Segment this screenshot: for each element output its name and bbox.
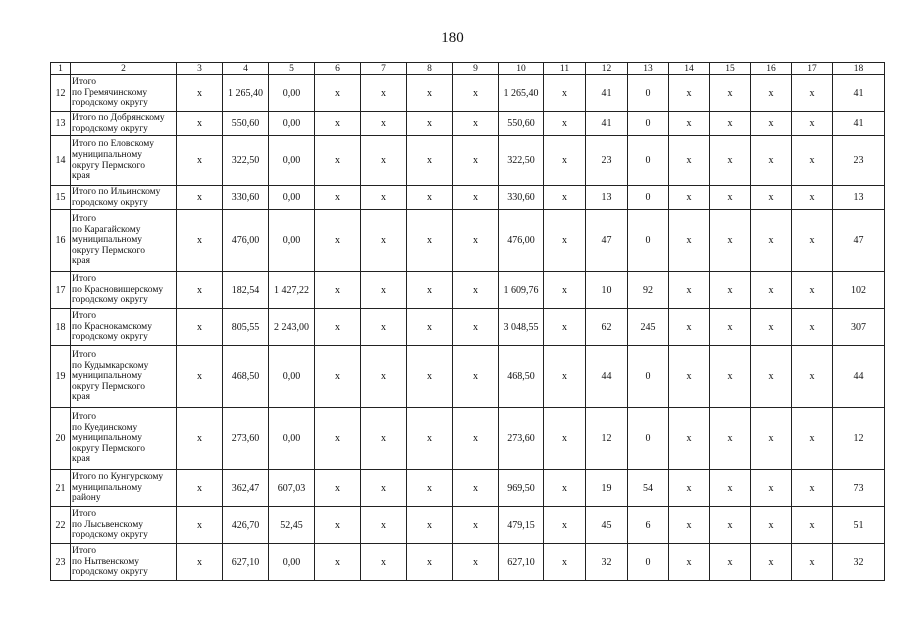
value-cell-col-5: 0,00	[269, 186, 315, 210]
table-row	[51, 470, 885, 507]
value-cell-col-17: х	[792, 210, 833, 272]
value-cell-col-8: х	[407, 544, 453, 581]
value-cell-col-11: х	[544, 507, 586, 544]
district-name-line: округу Пермского	[72, 160, 145, 171]
row-number-cell: 23	[51, 544, 71, 581]
row-number-cell: 17	[51, 272, 71, 309]
value-cell-col-14: х	[669, 75, 710, 112]
value-cell-col-10: 273,60	[499, 408, 544, 470]
value-cell-col-14: х	[669, 470, 710, 507]
value-cell-col-14: х	[669, 544, 710, 581]
value-cell-col-14: х	[669, 112, 710, 136]
value-cell-col-5: 2 243,00	[269, 309, 315, 346]
value-cell-col-14: х	[669, 210, 710, 272]
value-cell-col-5: 52,45	[269, 507, 315, 544]
value-cell-col-14: х	[669, 309, 710, 346]
table-row	[51, 272, 885, 309]
value-cell-col-18: 307	[833, 309, 885, 346]
district-name-line: края	[72, 171, 90, 182]
value-cell-col-16: х	[751, 272, 792, 309]
district-name-cell	[71, 112, 177, 136]
table-row	[51, 408, 885, 470]
value-cell-col-17: х	[792, 544, 833, 581]
value-cell-col-7: х	[361, 136, 407, 186]
value-cell-col-15: х	[710, 272, 751, 309]
column-header: 8	[407, 63, 453, 75]
value-cell-col-13: 0	[628, 544, 669, 581]
page-number: 180	[441, 30, 464, 46]
value-cell-col-8: х	[407, 210, 453, 272]
value-cell-col-5: 0,00	[269, 346, 315, 408]
district-name-line: Итого	[72, 546, 97, 557]
district-name-cell	[71, 136, 177, 186]
district-name-line: по Карагайскому	[72, 224, 141, 235]
value-cell-col-12: 47	[586, 210, 628, 272]
district-name-line: округу Пермского	[72, 381, 145, 392]
district-name-line: округу Пермского	[72, 245, 145, 256]
value-cell-col-10: 627,10	[499, 544, 544, 581]
column-number-row	[51, 63, 885, 75]
value-cell-col-13: 6	[628, 507, 669, 544]
table-row	[51, 75, 885, 112]
district-name-line: городскому округу	[72, 567, 148, 578]
value-cell-col-6: х	[315, 544, 361, 581]
value-cell-col-3: х	[177, 272, 223, 309]
column-header: 17	[792, 63, 833, 75]
value-cell-col-14: х	[669, 186, 710, 210]
value-cell-col-11: х	[544, 470, 586, 507]
district-name-cell	[71, 75, 177, 112]
row-number-cell: 20	[51, 408, 71, 470]
district-name-cell	[71, 346, 177, 408]
table-row	[51, 112, 885, 136]
value-cell-col-13: 0	[628, 210, 669, 272]
value-cell-col-8: х	[407, 346, 453, 408]
district-name-line: Итого	[72, 214, 97, 225]
value-cell-col-18: 13	[833, 186, 885, 210]
value-cell-col-18: 102	[833, 272, 885, 309]
value-cell-col-12: 44	[586, 346, 628, 408]
value-cell-col-6: х	[315, 210, 361, 272]
value-cell-col-7: х	[361, 186, 407, 210]
value-cell-col-18: 23	[833, 136, 885, 186]
district-name-line: району	[72, 493, 101, 504]
district-name-cell	[71, 272, 177, 309]
value-cell-col-7: х	[361, 210, 407, 272]
column-header: 15	[710, 63, 751, 75]
value-cell-col-17: х	[792, 470, 833, 507]
summary-table	[50, 62, 885, 581]
column-header: 12	[586, 63, 628, 75]
value-cell-col-9: х	[453, 309, 499, 346]
value-cell-col-6: х	[315, 186, 361, 210]
value-cell-col-11: х	[544, 272, 586, 309]
value-cell-col-4: 322,50	[223, 136, 269, 186]
value-cell-col-6: х	[315, 272, 361, 309]
value-cell-col-8: х	[407, 309, 453, 346]
district-name-cell	[71, 408, 177, 470]
value-cell-col-9: х	[453, 136, 499, 186]
value-cell-col-14: х	[669, 346, 710, 408]
value-cell-col-16: х	[751, 210, 792, 272]
value-cell-col-16: х	[751, 507, 792, 544]
value-cell-col-13: 245	[628, 309, 669, 346]
district-name-line: Итого по Добрянскому	[72, 112, 165, 123]
value-cell-col-10: 479,15	[499, 507, 544, 544]
value-cell-col-7: х	[361, 507, 407, 544]
district-name-line: по Куединскому	[72, 422, 138, 433]
value-cell-col-17: х	[792, 186, 833, 210]
value-cell-col-9: х	[453, 272, 499, 309]
value-cell-col-3: х	[177, 309, 223, 346]
value-cell-col-12: 41	[586, 75, 628, 112]
value-cell-col-7: х	[361, 544, 407, 581]
value-cell-col-9: х	[453, 186, 499, 210]
value-cell-col-18: 41	[833, 75, 885, 112]
value-cell-col-6: х	[315, 75, 361, 112]
value-cell-col-7: х	[361, 408, 407, 470]
value-cell-col-15: х	[710, 309, 751, 346]
value-cell-col-3: х	[177, 408, 223, 470]
value-cell-col-4: 805,55	[223, 309, 269, 346]
table-row	[51, 507, 885, 544]
district-name-cell	[71, 470, 177, 507]
district-name-line: городскому округу	[72, 197, 148, 208]
row-number-cell: 22	[51, 507, 71, 544]
value-cell-col-4: 627,10	[223, 544, 269, 581]
column-header: 9	[453, 63, 499, 75]
district-name-line: муниципальному	[72, 371, 142, 382]
value-cell-col-17: х	[792, 75, 833, 112]
value-cell-col-9: х	[453, 470, 499, 507]
value-cell-col-12: 32	[586, 544, 628, 581]
district-name-line: края	[72, 392, 90, 403]
column-header: 3	[177, 63, 223, 75]
value-cell-col-6: х	[315, 136, 361, 186]
value-cell-col-17: х	[792, 112, 833, 136]
value-cell-col-5: 0,00	[269, 75, 315, 112]
district-name-line: городскому округу	[72, 98, 148, 109]
value-cell-col-13: 0	[628, 408, 669, 470]
row-number-cell: 16	[51, 210, 71, 272]
row-number-cell: 15	[51, 186, 71, 210]
value-cell-col-7: х	[361, 75, 407, 112]
district-name-line: городскому округу	[72, 295, 148, 306]
value-cell-col-12: 10	[586, 272, 628, 309]
value-cell-col-6: х	[315, 346, 361, 408]
value-cell-col-18: 44	[833, 346, 885, 408]
value-cell-col-6: х	[315, 507, 361, 544]
value-cell-col-9: х	[453, 210, 499, 272]
row-number-cell: 14	[51, 136, 71, 186]
value-cell-col-7: х	[361, 272, 407, 309]
value-cell-col-4: 468,50	[223, 346, 269, 408]
value-cell-col-13: 0	[628, 346, 669, 408]
value-cell-col-15: х	[710, 470, 751, 507]
district-name-line: Итого	[72, 412, 97, 423]
value-cell-col-10: 550,60	[499, 112, 544, 136]
row-number-cell: 21	[51, 470, 71, 507]
value-cell-col-7: х	[361, 346, 407, 408]
value-cell-col-4: 550,60	[223, 112, 269, 136]
column-header: 6	[315, 63, 361, 75]
district-name-line: по Лысьвенскому	[72, 519, 143, 530]
value-cell-col-15: х	[710, 346, 751, 408]
value-cell-col-17: х	[792, 346, 833, 408]
value-cell-col-11: х	[544, 186, 586, 210]
value-cell-col-13: 0	[628, 186, 669, 210]
column-header: 10	[499, 63, 544, 75]
value-cell-col-4: 1 265,40	[223, 75, 269, 112]
value-cell-col-12: 23	[586, 136, 628, 186]
row-number-cell: 12	[51, 75, 71, 112]
value-cell-col-7: х	[361, 470, 407, 507]
value-cell-col-18: 73	[833, 470, 885, 507]
value-cell-col-3: х	[177, 112, 223, 136]
value-cell-col-8: х	[407, 470, 453, 507]
value-cell-col-15: х	[710, 408, 751, 470]
value-cell-col-18: 47	[833, 210, 885, 272]
district-name-cell	[71, 544, 177, 581]
table-body	[51, 75, 885, 581]
value-cell-col-3: х	[177, 346, 223, 408]
district-name-line: Итого	[72, 311, 97, 322]
district-name-line: по Кудымкарскому	[72, 360, 149, 371]
value-cell-col-14: х	[669, 408, 710, 470]
value-cell-col-13: 92	[628, 272, 669, 309]
value-cell-col-12: 62	[586, 309, 628, 346]
value-cell-col-13: 0	[628, 75, 669, 112]
value-cell-col-6: х	[315, 309, 361, 346]
value-cell-col-8: х	[407, 507, 453, 544]
row-number-cell: 18	[51, 309, 71, 346]
value-cell-col-10: 1 265,40	[499, 75, 544, 112]
value-cell-col-10: 3 048,55	[499, 309, 544, 346]
value-cell-col-14: х	[669, 507, 710, 544]
row-number-cell: 13	[51, 112, 71, 136]
district-name-line: по Краснокамскому	[72, 321, 152, 332]
table-row	[51, 309, 885, 346]
value-cell-col-14: х	[669, 136, 710, 186]
value-cell-col-10: 468,50	[499, 346, 544, 408]
value-cell-col-9: х	[453, 75, 499, 112]
column-header: 14	[669, 63, 710, 75]
value-cell-col-15: х	[710, 186, 751, 210]
value-cell-col-5: 0,00	[269, 408, 315, 470]
table-row	[51, 544, 885, 581]
district-name-line: Итого	[72, 77, 97, 88]
value-cell-col-4: 273,60	[223, 408, 269, 470]
value-cell-col-11: х	[544, 544, 586, 581]
value-cell-col-18: 51	[833, 507, 885, 544]
district-name-line: края	[72, 454, 90, 465]
value-cell-col-4: 330,60	[223, 186, 269, 210]
value-cell-col-11: х	[544, 112, 586, 136]
district-name-line: муниципальному	[72, 149, 142, 160]
column-header: 13	[628, 63, 669, 75]
row-number-cell: 19	[51, 346, 71, 408]
value-cell-col-3: х	[177, 470, 223, 507]
district-name-line: округу Пермского	[72, 443, 145, 454]
value-cell-col-4: 476,00	[223, 210, 269, 272]
district-name-line: по Гремячинскому	[72, 87, 148, 98]
value-cell-col-8: х	[407, 75, 453, 112]
column-header: 4	[223, 63, 269, 75]
district-name-line: Итого	[72, 274, 97, 285]
value-cell-col-16: х	[751, 408, 792, 470]
value-cell-col-5: 0,00	[269, 544, 315, 581]
value-cell-col-9: х	[453, 544, 499, 581]
district-name-line: по Красновишерскому	[72, 284, 164, 295]
district-name-line: Итого по Ильинскому	[72, 186, 161, 197]
value-cell-col-9: х	[453, 112, 499, 136]
value-cell-col-3: х	[177, 186, 223, 210]
value-cell-col-8: х	[407, 408, 453, 470]
value-cell-col-3: х	[177, 75, 223, 112]
value-cell-col-3: х	[177, 210, 223, 272]
value-cell-col-15: х	[710, 75, 751, 112]
value-cell-col-17: х	[792, 272, 833, 309]
value-cell-col-13: 0	[628, 112, 669, 136]
value-cell-col-18: 32	[833, 544, 885, 581]
value-cell-col-10: 476,00	[499, 210, 544, 272]
district-name-cell	[71, 507, 177, 544]
value-cell-col-10: 1 609,76	[499, 272, 544, 309]
table-row	[51, 210, 885, 272]
district-name-line: городскому округу	[72, 530, 148, 541]
district-name-line: муниципальному	[72, 433, 142, 444]
district-name-line: городскому округу	[72, 332, 148, 343]
district-name-line: муниципальному	[72, 482, 142, 493]
value-cell-col-10: 322,50	[499, 136, 544, 186]
value-cell-col-5: 1 427,22	[269, 272, 315, 309]
value-cell-col-15: х	[710, 210, 751, 272]
value-cell-col-11: х	[544, 210, 586, 272]
value-cell-col-7: х	[361, 309, 407, 346]
value-cell-col-6: х	[315, 112, 361, 136]
value-cell-col-11: х	[544, 136, 586, 186]
value-cell-col-11: х	[544, 346, 586, 408]
value-cell-col-17: х	[792, 408, 833, 470]
value-cell-col-15: х	[710, 544, 751, 581]
district-name-cell	[71, 309, 177, 346]
value-cell-col-11: х	[544, 75, 586, 112]
value-cell-col-17: х	[792, 507, 833, 544]
value-cell-col-4: 426,70	[223, 507, 269, 544]
value-cell-col-10: 330,60	[499, 186, 544, 210]
district-name-line: края	[72, 256, 90, 267]
table-row	[51, 346, 885, 408]
value-cell-col-16: х	[751, 186, 792, 210]
value-cell-col-17: х	[792, 309, 833, 346]
value-cell-col-5: 0,00	[269, 136, 315, 186]
value-cell-col-18: 12	[833, 408, 885, 470]
value-cell-col-4: 182,54	[223, 272, 269, 309]
district-name-line: Итого по Кунгурскому	[72, 472, 164, 483]
column-header: 16	[751, 63, 792, 75]
value-cell-col-12: 45	[586, 507, 628, 544]
table-row	[51, 186, 885, 210]
district-name-line: Итого	[72, 350, 97, 361]
value-cell-col-11: х	[544, 309, 586, 346]
district-name-cell	[71, 186, 177, 210]
value-cell-col-13: 0	[628, 136, 669, 186]
column-header: 7	[361, 63, 407, 75]
value-cell-col-8: х	[407, 186, 453, 210]
value-cell-col-15: х	[710, 112, 751, 136]
value-cell-col-12: 12	[586, 408, 628, 470]
value-cell-col-16: х	[751, 470, 792, 507]
value-cell-col-14: х	[669, 272, 710, 309]
value-cell-col-8: х	[407, 272, 453, 309]
value-cell-col-5: 0,00	[269, 112, 315, 136]
value-cell-col-3: х	[177, 544, 223, 581]
value-cell-col-3: х	[177, 507, 223, 544]
value-cell-col-16: х	[751, 346, 792, 408]
value-cell-col-9: х	[453, 507, 499, 544]
value-cell-col-7: х	[361, 112, 407, 136]
value-cell-col-3: х	[177, 136, 223, 186]
district-name-line: муниципальному	[72, 235, 142, 246]
value-cell-col-5: 0,00	[269, 210, 315, 272]
district-name-line: городскому округу	[72, 123, 148, 134]
district-name-line: Итого	[72, 509, 97, 520]
value-cell-col-16: х	[751, 75, 792, 112]
value-cell-col-13: 54	[628, 470, 669, 507]
column-header: 5	[269, 63, 315, 75]
value-cell-col-9: х	[453, 346, 499, 408]
value-cell-col-15: х	[710, 136, 751, 186]
table-row	[51, 136, 885, 186]
district-name-line: по Нытвенскому	[72, 556, 140, 567]
value-cell-col-8: х	[407, 136, 453, 186]
value-cell-col-10: 969,50	[499, 470, 544, 507]
value-cell-col-17: х	[792, 136, 833, 186]
value-cell-col-6: х	[315, 470, 361, 507]
value-cell-col-9: х	[453, 408, 499, 470]
value-cell-col-4: 362,47	[223, 470, 269, 507]
value-cell-col-18: 41	[833, 112, 885, 136]
value-cell-col-16: х	[751, 309, 792, 346]
value-cell-col-8: х	[407, 112, 453, 136]
column-header: 18	[833, 63, 885, 75]
value-cell-col-12: 41	[586, 112, 628, 136]
value-cell-col-16: х	[751, 112, 792, 136]
value-cell-col-16: х	[751, 136, 792, 186]
value-cell-col-12: 13	[586, 186, 628, 210]
column-header: 2	[71, 63, 177, 75]
value-cell-col-6: х	[315, 408, 361, 470]
column-header: 11	[544, 63, 586, 75]
district-name-cell	[71, 210, 177, 272]
value-cell-col-12: 19	[586, 470, 628, 507]
value-cell-col-16: х	[751, 544, 792, 581]
value-cell-col-11: х	[544, 408, 586, 470]
district-name-line: Итого по Еловскому	[72, 139, 155, 150]
value-cell-col-15: х	[710, 507, 751, 544]
value-cell-col-5: 607,03	[269, 470, 315, 507]
column-header: 1	[51, 63, 71, 75]
